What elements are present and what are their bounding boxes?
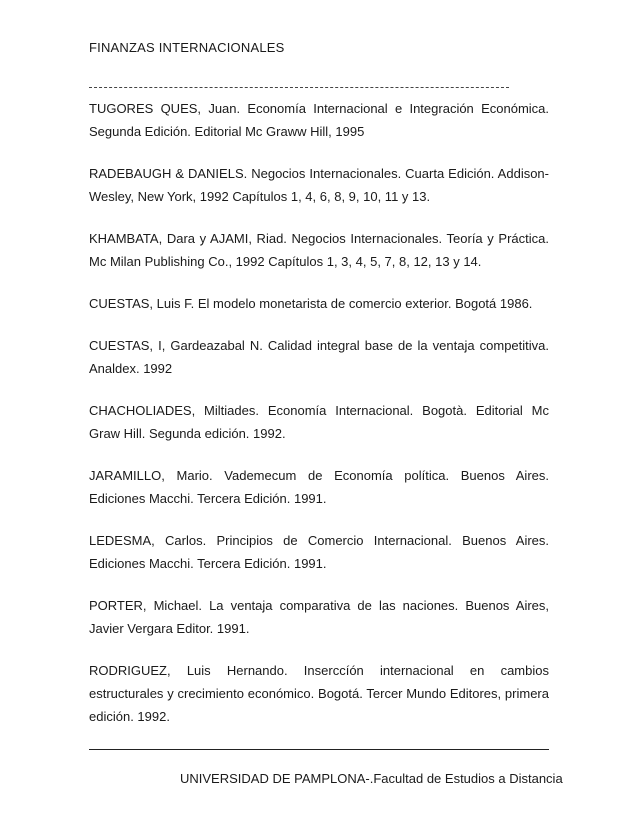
- header-divider: [89, 87, 509, 88]
- bibliography-list: [89, 97, 549, 747]
- bibliography-entry: CUESTAS, I, Gardeazabal N. Calidad integral base de la ventaja competitiva. Analdex. 1992: [89, 338, 549, 376]
- bibliography-entry: CHACHOLIADES, Miltiades. Economía Internacional. Bogotà. Editorial Mc Graw Hill. Segunda edición. 1992.: [89, 403, 549, 441]
- page-footer: UNIVERSIDAD DE PAMPLONA-.Facultad de Estudios a Distancia: [180, 771, 563, 786]
- bibliography-entry: RODRIGUEZ, Luis Hernando. Inserccíón internacional en cambios estructurales y crecimiento económico. Bogotá. Tercer Mundo Editores, primera edición. 1992.: [89, 663, 549, 724]
- bibliography-entry: JARAMILLO, Mario. Vademecum de Economía política. Buenos Aires. Ediciones Macchi. Tercera Edición. 1991.: [89, 468, 549, 506]
- bibliography-entry: RADEBAUGH & DANIELS. Negocios Internacionales. Cuarta Edición. Addison-Wesley, New York, 1992 Capítulos 1, 4, 6, 8, 9, 10, 11 y 13.: [89, 166, 549, 204]
- footer-divider: [89, 749, 549, 750]
- bibliography-entry: TUGORES QUES, Juan. Economía Internacional e Integración Económica. Segunda Edición. Editorial Mc Graww Hill, 1995: [89, 101, 549, 139]
- page-header-title: FINANZAS INTERNACIONALES: [89, 40, 285, 55]
- bibliography-entry: LEDESMA, Carlos. Principios de Comercio Internacional. Buenos Aires. Ediciones Macchi. Tercera Edición. 1991.: [89, 533, 549, 571]
- bibliography-entry: PORTER, Michael. La ventaja comparativa de las naciones. Buenos Aires, Javier Vergara Editor. 1991.: [89, 598, 549, 636]
- bibliography-entry: KHAMBATA, Dara y AJAMI, Riad. Negocios Internacionales. Teoría y Práctica. Mc Milan Publishing Co., 1992 Capítulos 1, 3, 4, 5, 7, 8, 12, 13 y 14.: [89, 231, 549, 269]
- bibliography-entry: CUESTAS, Luis F. El modelo monetarista de comercio exterior. Bogotá 1986.: [89, 296, 533, 311]
